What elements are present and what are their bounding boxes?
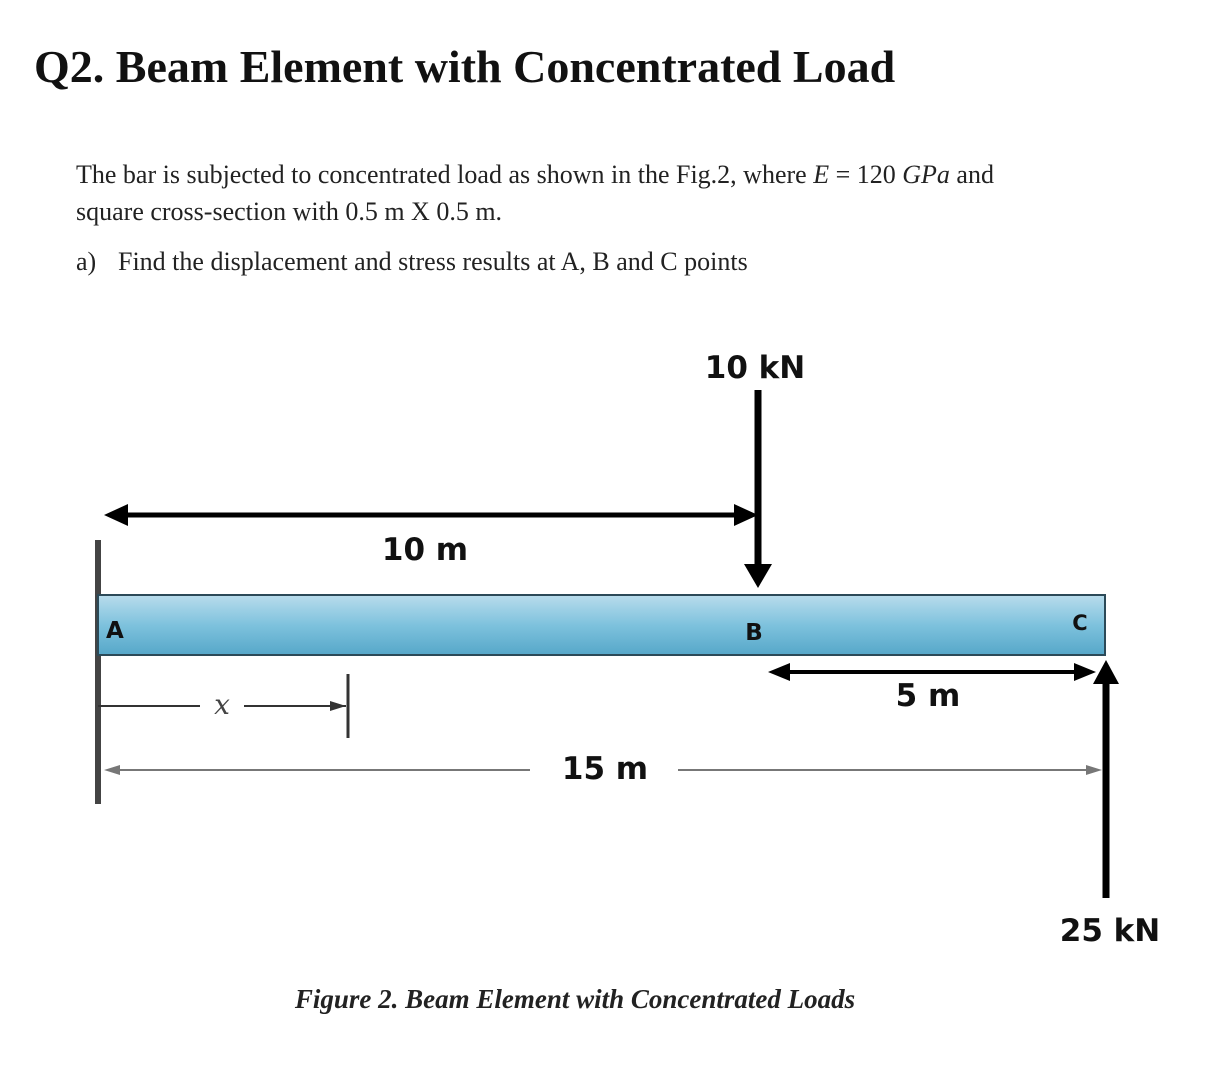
load-b-label: 10 kN — [704, 350, 806, 386]
dim-ac-label: 15 m — [561, 751, 649, 787]
problem-line1-pre: The bar is subjected to concentrated load as shown in the Fig.2, where — [76, 160, 814, 189]
question-text: Find the displacement and stress results at A, B and C points — [118, 247, 748, 276]
point-b-label: B — [745, 620, 763, 646]
x-label: x — [214, 688, 230, 721]
problem-line1-post: and — [949, 160, 994, 189]
page-title: Q2. Beam Element with Concentrated Load — [34, 41, 896, 92]
e-symbol: E — [813, 160, 830, 189]
point-a-label: A — [106, 618, 124, 644]
dim-ab-label: 10 m — [381, 532, 469, 568]
e-unit: GPa — [902, 160, 950, 189]
e-equals: = 120 — [829, 160, 903, 189]
dimension-ab — [104, 504, 758, 526]
load-arrow-c — [1093, 660, 1119, 898]
point-c-label: C — [1072, 611, 1088, 635]
question-marker: a) — [76, 247, 97, 276]
dim-bc-label: 5 m — [895, 678, 961, 714]
load-arrow-b — [744, 390, 772, 588]
problem-line2: square cross-section with 0.5 m X 0.5 m. — [76, 197, 503, 226]
beam — [98, 595, 1105, 655]
load-c-label: 25 kN — [1059, 913, 1161, 949]
figure-caption: Figure 2. Beam Element with Concentrated Loads — [294, 984, 856, 1014]
